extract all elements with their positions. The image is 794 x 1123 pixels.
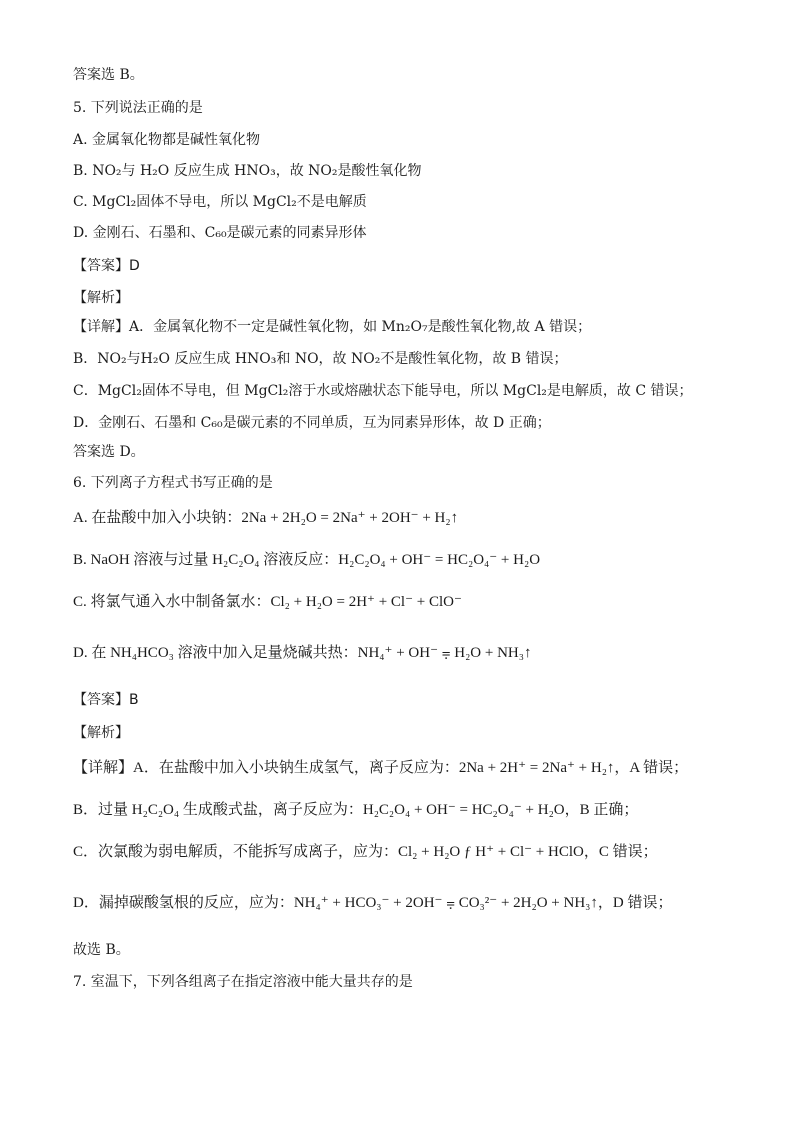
analysis-label-q6: 【解析】 bbox=[73, 725, 129, 741]
explanation-q5-c: C．MgCl₂固体不导电，但 MgCl₂溶于水或熔融状态下能导电，所以 MgCl₂是电解质，故 C 错误； bbox=[73, 383, 693, 399]
explanation-q6-d: D．漏掉碳酸氢根的反应，应为：NH₄⁺ + HCO₃⁻ + 2OH⁻ ⩦ CO₃²⁻ + 2H₂O + NH₃↑，D 错误； bbox=[73, 895, 673, 911]
question-7-stem: 7. 室温下，下列各组离子在指定溶液中能大量共存的是 bbox=[73, 974, 413, 990]
question-6-option-b: B. NaOH 溶液与过量 H₂C₂O₄ 溶液反应：H₂C₂O₄ + OH⁻ = HC₂O₄⁻ + H₂O bbox=[73, 552, 541, 568]
question-6-option-c: C. 将氯气通入水中制备氯水：Cl₂ + H₂O = 2H⁺ + Cl⁻ + ClO⁻ bbox=[73, 594, 462, 610]
question-6-option-a: A. 在盐酸中加入小块钠：2Na + 2H₂O = 2Na⁺ + 2OH⁻ + H₂↑ bbox=[73, 510, 459, 526]
answer-line-q6: 故选 B。 bbox=[73, 942, 130, 958]
answer-label-q5: 【答案】D bbox=[73, 258, 140, 274]
question-5-option-b: B. NO₂与 H₂O 反应生成 HNO₃，故 NO₂是酸性氧化物 bbox=[73, 163, 422, 179]
question-5-option-c: C. MgCl₂固体不导电，所以 MgCl₂不是电解质 bbox=[73, 194, 367, 210]
explanation-q6-c: C．次氯酸为弱电解质，不能拆写成离子，应为：Cl₂ + H₂O ƒ H⁺ + Cl⁻ + HClO，C 错误； bbox=[73, 844, 658, 860]
answer-line-q4: 答案选 B。 bbox=[73, 67, 144, 83]
explanation-q5-d: D．金刚石、石墨和 C₆₀是碳元素的不同单质，互为同素异形体，故 D 正确； bbox=[73, 415, 551, 431]
question-6-stem: 6. 下列离子方程式书写正确的是 bbox=[73, 475, 273, 491]
question-6-option-d: D. 在 NH₄HCO₃ 溶液中加入足量烧碱共热：NH₄⁺ + OH⁻ ⩦ H₂O + NH₃↑ bbox=[73, 645, 532, 661]
answer-line-q5: 答案选 D。 bbox=[73, 444, 145, 460]
question-5-stem: 5. 下列说法正确的是 bbox=[73, 100, 203, 116]
explanation-q5-a: 【详解】A．金属氧化物不一定是碱性氧化物，如 Mn₂O₇是酸性氧化物,故 A 错误； bbox=[73, 319, 592, 335]
explanation-q6-b: B．过量 H₂C₂O₄ 生成酸式盐，离子反应为：H₂C₂O₄ + OH⁻ = HC₂O₄⁻ + H₂O，B 正确； bbox=[73, 802, 639, 818]
explanation-q5-b: B．NO₂与H₂O 反应生成 HNO₃和 NO，故 NO₂不是酸性氧化物，故 B 错误； bbox=[73, 351, 568, 367]
answer-label-q6: 【答案】B bbox=[73, 692, 139, 708]
question-5-option-d: D. 金刚石、石墨和、C₆₀是碳元素的同素异形体 bbox=[73, 225, 367, 241]
analysis-label-q5: 【解析】 bbox=[73, 290, 129, 306]
question-5-option-a: A. 金属氧化物都是碱性氧化物 bbox=[73, 132, 261, 148]
explanation-q6-a: 【详解】A．在盐酸中加入小块钠生成氢气，离子反应为：2Na + 2H⁺ = 2Na⁺ + H₂↑，A 错误； bbox=[73, 760, 689, 776]
